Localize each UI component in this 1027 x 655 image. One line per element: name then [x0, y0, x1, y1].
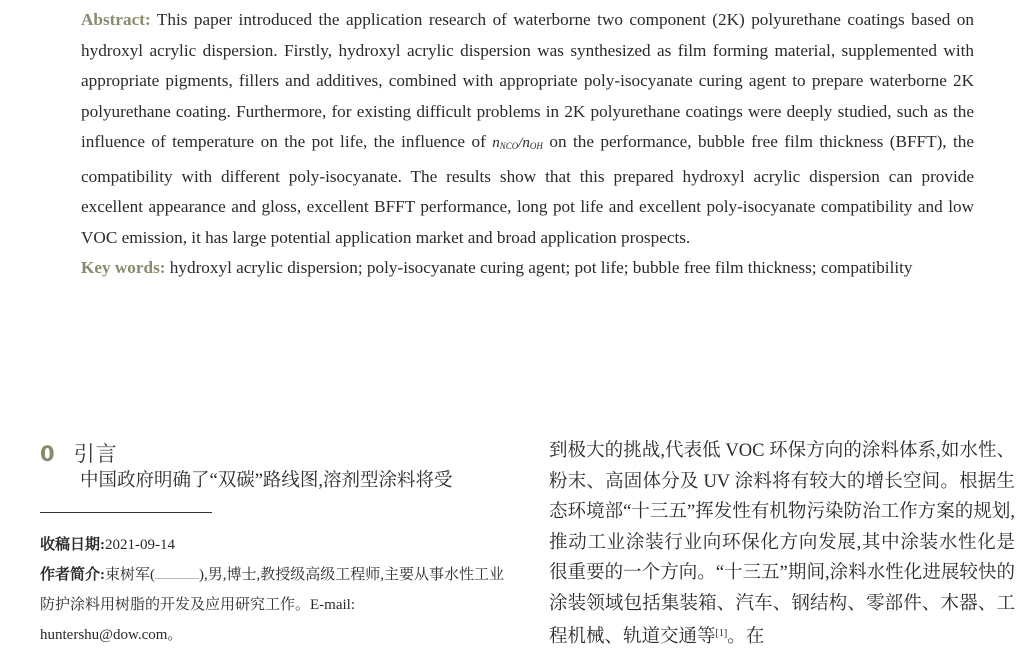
author-description: ),男,博士,教授级高级工程师,主要从事水性工业防护涂料用树脂的开发及应用研究工作。E-mail:	[40, 567, 504, 613]
abstract-paragraph	[81, 5, 974, 253]
section-heading	[40, 438, 118, 468]
right-column-body: 到极大的挑战,代表低 VOC 环保方向的涂料体系,如水性、粉末、高固体分及 UV 涂料将有较大的增长空间。根据生态环境部“十三五”挥发性有机物污染防治工作方案的规划,推动工业涂装行业向环保化方向发展,其中涂装水性化是很重要的一个方向。“十三五”期间,涂料水性化进展较快的涂装领域包括集装箱、汽车、钢结构、零部件、木器、工程机械、轨道交通等	[549, 441, 1015, 647]
ratio-sub-nco: NCO	[499, 141, 519, 151]
footnote-divider	[40, 512, 212, 513]
ratio-formula	[492, 135, 543, 151]
right-column-end: 。在	[727, 627, 765, 647]
right-column-text	[549, 436, 1015, 653]
section-title: 引言	[73, 442, 118, 466]
author-label: 作者简介:	[40, 567, 105, 583]
ratio-sub-oh: OH	[529, 141, 543, 151]
right-column-paragraph	[549, 436, 1015, 653]
ratio-n2: n	[522, 135, 530, 151]
footnotes	[40, 530, 510, 650]
keywords-paragraph	[81, 253, 974, 284]
received-date: 2021-09-14	[105, 537, 175, 553]
author-name: 束树军(	[105, 567, 155, 583]
keywords-label: Key words:	[81, 258, 166, 277]
ratio-slash: /	[518, 135, 523, 151]
redacted-gap	[155, 566, 199, 579]
ratio-n1: n	[492, 135, 500, 151]
abstract-text-part1: This paper introduced the application research of waterborne two component (2K) polyurethane coatings based on hydroxyl acrylic dispersion. Firstly, hydroxyl acrylic dispersion was synthesized as film forming material, supplemented with appropriate pigments, fillers and additives, combined with appropriate poly-isocyanate curing agent to prepare waterborne 2K polyurethane coating. Furthermore, for existing difficult problems in 2K polyurethane coatings were deeply studied, such as the influence of temperature on the pot life, the influence of	[81, 10, 974, 151]
author-bio	[40, 560, 510, 650]
citation-ref[interactable]: [1]	[715, 628, 728, 639]
received-label: 收稿日期:	[40, 537, 105, 553]
keywords-text: hydroxyl acrylic dispersion; poly-isocyanate curing agent; pot life; bubble free film thickness; compatibility	[169, 258, 913, 277]
section-number: 0	[40, 442, 56, 466]
author-email: huntershu@dow.com。	[40, 627, 183, 643]
abstract-text-part2: on the performance, bubble free film thickness (BFFT), the compatibility with different poly-isocyanate. The results show that this prepared hydroxyl acrylic dispersion can provide excellent appearance and gloss, excellent BFFT performance, long pot life and excellent poly-isocyanate compatibility and low VOC emission, it has large potential application market and broad application prospects.	[81, 132, 975, 247]
intro-first-line: 中国政府明确了“双碳”路线图,溶剂型涂料将受	[80, 471, 453, 491]
received-date-line	[40, 530, 510, 560]
abstract-label: Abstract:	[81, 10, 151, 29]
abstract-section	[81, 5, 974, 284]
